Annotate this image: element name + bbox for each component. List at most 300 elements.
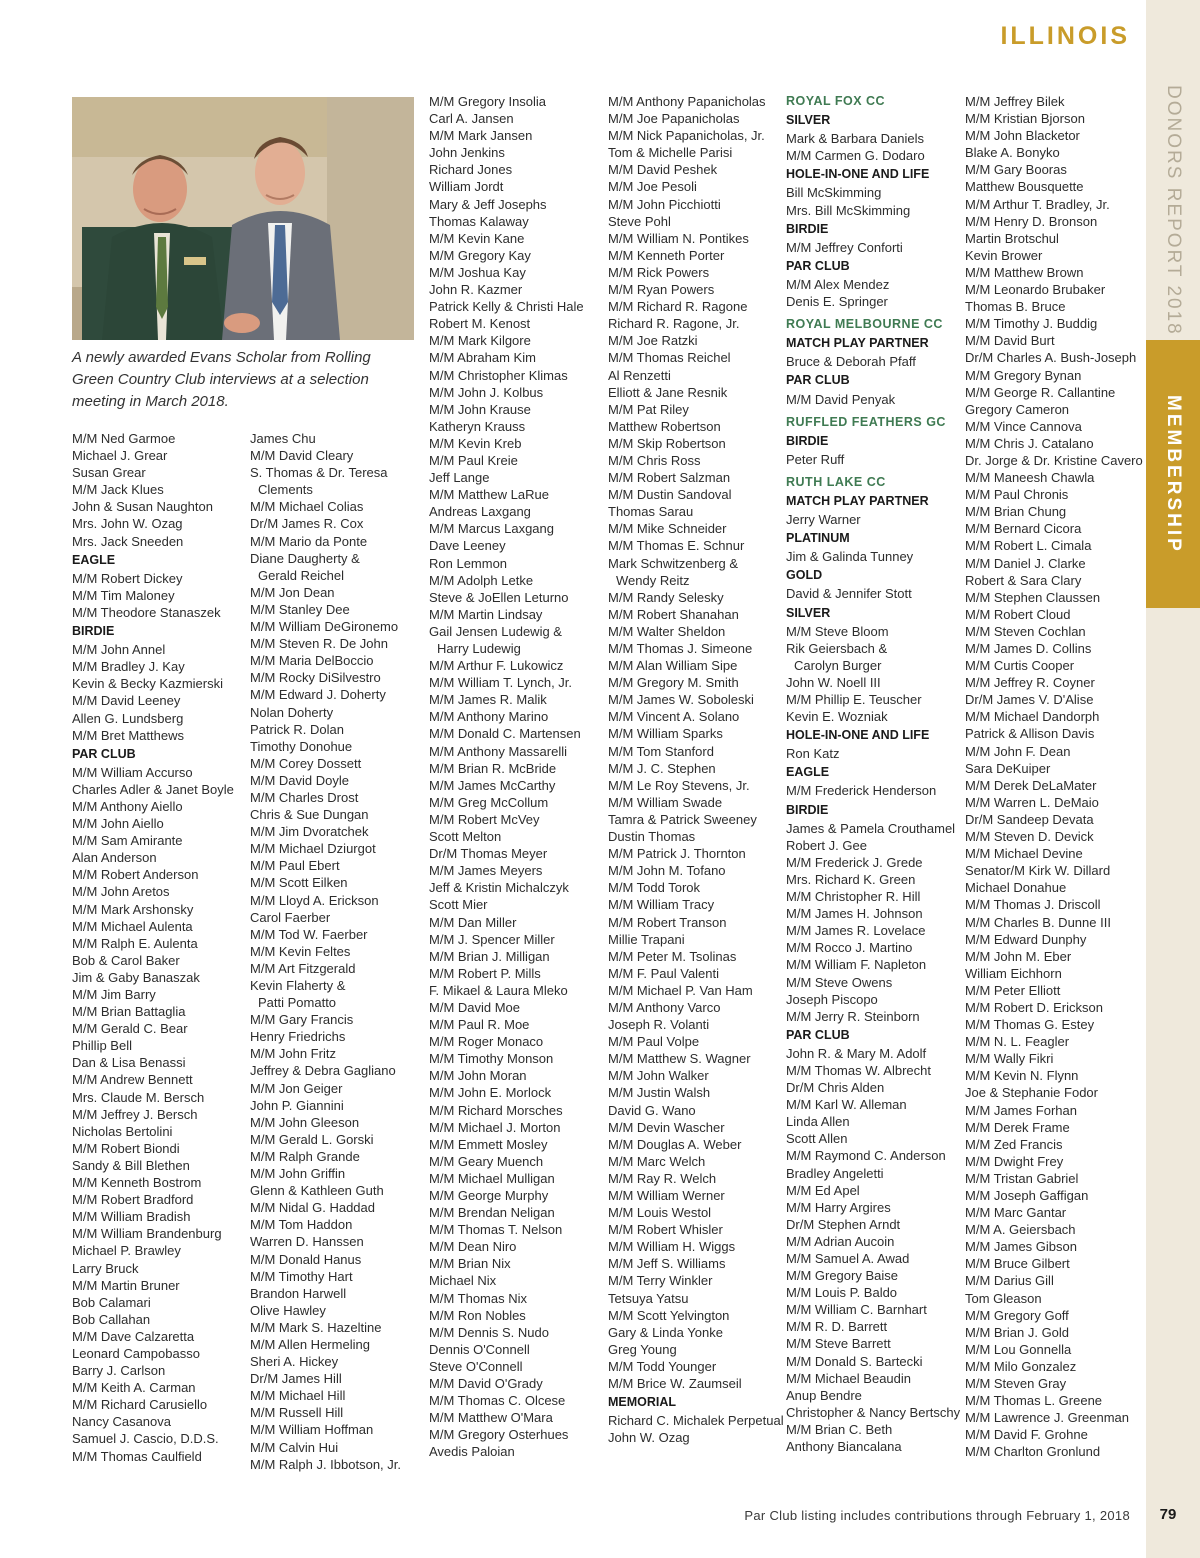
donor-name: M/M John Walker	[608, 1068, 709, 1084]
donor-name: David & Jennifer Stott	[786, 586, 912, 602]
donor-name: M/M Tim Maloney	[72, 587, 175, 603]
donor-name: M/M Charles B. Dunne III	[965, 914, 1111, 930]
donor-name: M/M Louis P. Baldo	[786, 1285, 898, 1301]
donor-name: M/M Keith A. Carman	[72, 1380, 196, 1396]
donor-name: Robert M. Kenost	[429, 316, 531, 332]
donor-name: M/M Ralph E. Aulenta	[72, 935, 198, 951]
level-heading: BIRDIE	[786, 802, 829, 817]
donor-name-continued: Harry Ludewig	[437, 641, 521, 656]
donor-name: Joseph R. Volanti	[608, 1017, 710, 1033]
donor-name: M/M Robert Dickey	[72, 570, 183, 586]
donor-name: M/M James McCarthy	[429, 777, 556, 793]
donor-name: M/M Jack Klues	[72, 482, 164, 498]
donor-name: Dr/M Charles A. Bush-Joseph	[965, 350, 1137, 366]
section-tab[interactable]	[1146, 340, 1200, 608]
donor-column-5	[786, 93, 961, 1455]
donor-name: Dr/M James V. D'Alise	[965, 692, 1094, 708]
donor-name: M/M Emmett Mosley	[429, 1136, 548, 1152]
donor-name: M/M Warren L. DeMaio	[965, 794, 1099, 810]
donor-name: M/M Donald S. Bartecki	[786, 1353, 923, 1369]
donor-name: Richard Jones	[429, 162, 513, 178]
donor-name: Nancy Casanova	[72, 1414, 171, 1430]
donor-name: M/M David Penyak	[786, 391, 896, 407]
donor-name: M/M Thomas E. Schnur	[608, 538, 745, 554]
donor-name: Carol Faerber	[250, 909, 331, 925]
section-tab-label: MEMBERSHIP	[1163, 394, 1184, 554]
level-heading: PAR CLUB	[786, 1027, 850, 1042]
donor-name: M/M Richard Carusiello	[72, 1397, 208, 1413]
donor-name: M/M Justin Walsh	[608, 1085, 711, 1101]
donor-name: Olive Hawley	[250, 1302, 326, 1318]
donor-name: M/M Adolph Letke	[429, 572, 534, 588]
donor-name: M/M Joshua Kay	[429, 264, 526, 280]
donor-name: M/M Brian J. Gold	[965, 1324, 1070, 1340]
donor-name: Kevin E. Wozniak	[786, 709, 888, 725]
donor-name: Dr/M Sandeep Devata	[965, 811, 1094, 827]
donor-name: Gail Jensen Ludewig &	[429, 623, 562, 639]
donor-name: M/M Scott Yelvington	[608, 1307, 730, 1323]
club-heading: ROYAL FOX CC	[786, 94, 886, 108]
level-heading: HOLE-IN-ONE AND LIFE	[786, 728, 930, 743]
donor-name: M/M Le Roy Stevens, Jr.	[608, 777, 750, 793]
donor-column-3	[429, 93, 604, 1461]
donor-name: M/M Donald C. Martensen	[429, 726, 581, 742]
donor-name: M/M Marc Welch	[608, 1153, 706, 1169]
donor-name: M/M Mark Kilgore	[429, 333, 531, 349]
donor-name: M/M Chris Ross	[608, 452, 701, 468]
donor-name: Glenn & Kathleen Guth	[250, 1183, 384, 1199]
donor-name: M/M Frederick J. Grede	[786, 854, 923, 870]
donor-name: M/M Gregory M. Smith	[608, 675, 739, 691]
donor-name: Gary & Linda Yonke	[608, 1324, 723, 1340]
donor-name-continued: Gerald Reichel	[258, 567, 344, 583]
donor-name: M/M David Leeney	[72, 693, 181, 709]
donor-name: Henry Friedrichs	[250, 1029, 346, 1045]
donor-name: M/M William Bradish	[72, 1209, 191, 1225]
donor-name: Dr/M James Hill	[250, 1371, 342, 1387]
level-heading: BIRDIE	[72, 624, 115, 639]
donor-name: M/M Russell Hill	[250, 1405, 344, 1421]
donor-name: Martin Brotschul	[965, 230, 1059, 246]
donor-name: M/M Timothy Hart	[250, 1268, 353, 1284]
donor-name: Mark & Barbara Daniels	[786, 131, 924, 147]
donor-name: M/M Ron Nobles	[429, 1307, 526, 1323]
donor-name: M/M Terry Winkler	[608, 1273, 713, 1289]
donor-name: Michael Donahue	[965, 880, 1067, 896]
donor-name: M/M Thomas L. Greene	[965, 1393, 1103, 1409]
donor-name: M/M Robert Biondi	[72, 1140, 180, 1156]
donor-name: M/M Gregory Bynan	[965, 367, 1082, 383]
donor-name: M/M Rick Powers	[608, 264, 710, 280]
donor-name: M/M Mike Schneider	[608, 521, 727, 537]
donor-name: Kevin Flaherty &	[250, 978, 346, 993]
level-heading: MATCH PLAY PARTNER	[786, 336, 929, 351]
donor-name: Nolan Doherty	[250, 704, 334, 720]
donor-name: Denis E. Springer	[786, 294, 888, 310]
donor-name: M/M Zed Francis	[965, 1136, 1063, 1152]
donor-name: Brandon Harwell	[250, 1285, 347, 1301]
donor-name: M/M Jim Barry	[72, 987, 156, 1002]
donor-name: M/M Matthew S. Wagner	[608, 1051, 751, 1067]
donor-name: Richard R. Ragone, Jr.	[608, 316, 740, 332]
donor-name: M/M J. C. Stephen	[608, 760, 716, 776]
donor-name: M/M Christopher R. Hill	[786, 889, 921, 905]
donor-name: Patrick Kelly & Christi Hale	[429, 299, 584, 315]
donor-name: Bob & Carol Baker	[72, 952, 180, 968]
donor-name: Samuel J. Cascio, D.D.S.	[72, 1431, 219, 1447]
donor-name: M/M John M. Eber	[965, 948, 1072, 964]
donor-name: Leonard Campobasso	[72, 1345, 200, 1361]
donor-name: M/M David Burt	[965, 333, 1055, 349]
donor-name: M/M Anthony Papanicholas	[608, 94, 766, 109]
donor-name: M/M Anthony Aiello	[72, 798, 183, 814]
donor-name: Elliott & Jane Resnik	[608, 384, 728, 400]
donor-name: M/M John Aiello	[72, 816, 164, 832]
donor-name: Jeff & Kristin Michalczyk	[429, 880, 569, 896]
donor-name: M/M Kevin Feltes	[250, 943, 351, 959]
level-heading: SILVER	[786, 605, 831, 620]
donor-name: M/M Patrick J. Thornton	[608, 846, 746, 862]
donor-name: Mary & Jeff Josephs	[429, 196, 547, 212]
donor-name: Patrick & Allison Davis	[965, 726, 1095, 742]
donor-name: M/M William Brandenburg	[72, 1226, 222, 1242]
donor-name: Mrs. John W. Ozag	[72, 516, 183, 532]
donor-name: M/M Richard Morsches	[429, 1102, 563, 1118]
donor-name: M/M Gregory Osterhues	[429, 1427, 569, 1443]
level-heading: BIRDIE	[786, 221, 829, 236]
donor-column-6	[965, 93, 1143, 1461]
donor-name: M/M Ryan Powers	[608, 282, 715, 298]
donor-name: M/M David F. Grohne	[965, 1427, 1088, 1443]
photo-caption: A newly awarded Evans Scholar from Rolling Green Country Club interviews at a selection meeting in March 2018.	[72, 349, 371, 410]
donor-name: M/M Donald Hanus	[250, 1251, 362, 1267]
donor-name: M/M Thomas Caulfield	[72, 1448, 202, 1464]
donor-name: M/M Scott Eilken	[250, 875, 348, 891]
donor-name: M/M Vince Cannova	[965, 418, 1082, 434]
donor-name: M/M Alan William Sipe	[608, 658, 738, 674]
donor-name: Jim & Gaby Banaszak	[72, 969, 200, 985]
donor-name: M/M Maria DelBoccio	[250, 653, 374, 669]
donor-name: M/M Raymond C. Anderson	[786, 1148, 946, 1164]
donor-name: Dan & Lisa Benassi	[72, 1055, 186, 1071]
donor-name: M/M Darius Gill	[965, 1273, 1054, 1289]
donor-name: Ron Lemmon	[429, 555, 508, 571]
donor-name: Al Renzetti	[608, 367, 671, 383]
donor-name: M/M Gary Francis	[250, 1012, 354, 1028]
donor-name: M/M Gerald L. Gorski	[250, 1131, 374, 1147]
donor-name: M/M Thomas J. Simeone	[608, 641, 753, 656]
donor-name: Anthony Biancalana	[786, 1439, 902, 1455]
donor-name: M/M David Doyle	[250, 772, 349, 788]
donor-column-2	[250, 430, 425, 1473]
page-number: 79	[1159, 1506, 1177, 1523]
donor-name: Steve & JoEllen Leturno	[429, 589, 569, 605]
donor-name: M/M F. Paul Valenti	[608, 965, 720, 981]
donor-name: M/M Walter Sheldon	[608, 623, 726, 639]
donor-name: Avedis Paloian	[429, 1444, 515, 1460]
donor-name: M/M Mario da Ponte	[250, 533, 368, 549]
donor-name: M/M Thomas C. Olcese	[429, 1393, 566, 1409]
donor-name: M/M Daniel J. Clarke	[965, 555, 1086, 571]
donor-name: Bill McSkimming	[786, 185, 882, 201]
donor-name: M/M Paul Kreie	[429, 452, 518, 468]
donor-name: Tom Gleason	[965, 1290, 1042, 1306]
donor-name: Larry Bruck	[72, 1260, 139, 1276]
donor-name: James Chu	[250, 431, 316, 446]
donor-name: M/M Louis Westol	[608, 1205, 712, 1221]
donor-name: M/M Randy Selesky	[608, 589, 724, 605]
donor-name: Anup Bendre	[786, 1387, 862, 1403]
donor-name: Joseph Piscopo	[786, 991, 878, 1007]
donor-name: M/M John F. Dean	[965, 743, 1071, 759]
donor-name: M/M Joe Ratzki	[608, 333, 698, 349]
donor-name: M/M Thomas T. Nelson	[429, 1222, 563, 1238]
donor-name: M/M Steven Gray	[965, 1376, 1067, 1392]
level-heading: EAGLE	[72, 552, 116, 567]
donor-name: M/M Art Fitzgerald	[250, 960, 356, 976]
donor-name: M/M Anthony Varco	[608, 999, 721, 1015]
donor-name: M/M Michael Devine	[965, 846, 1083, 862]
donor-name: James & Pamela Crouthamel	[786, 820, 956, 836]
donor-name: M/M Gregory Insolia	[429, 94, 547, 109]
donor-name: M/M Jon Geiger	[250, 1080, 343, 1096]
donor-name: M/M John M. Tofano	[608, 863, 726, 879]
donor-name: M/M William N. Pontikes	[608, 230, 749, 246]
state-title: ILLINOIS	[1000, 22, 1130, 50]
donor-name: M/M David Moe	[429, 999, 521, 1015]
donor-name: M/M Tod W. Faerber	[250, 926, 368, 942]
level-heading: GOLD	[786, 568, 823, 583]
donor-name: M/M Curtis Cooper	[965, 658, 1075, 674]
donor-name: Mrs. Jack Sneeden	[72, 533, 184, 549]
donor-name-continued: Carolyn Burger	[794, 657, 882, 673]
donor-name: M/M William Accurso	[72, 764, 193, 780]
donor-name: M/M William Hoffman	[250, 1422, 374, 1438]
donor-name: M/M Edward Dunphy	[965, 931, 1087, 947]
donor-name: M/M Steve Bloom	[786, 623, 889, 639]
donor-name: Matthew Robertson	[608, 418, 721, 434]
donor-name: M/M Ralph J. Ibbotson, Jr.	[250, 1456, 402, 1472]
club-heading: RUTH LAKE CC	[786, 474, 886, 489]
donor-name: M/M Robert Whisler	[608, 1222, 723, 1238]
donor-name: Timothy Donohue	[250, 738, 353, 754]
donor-name: M/M Brian Nix	[429, 1256, 511, 1272]
donor-name: M/M Pat Riley	[608, 401, 689, 417]
donor-name: Bradley Angeletti	[786, 1165, 884, 1181]
donor-name: M/M Nick Papanicholas, Jr.	[608, 128, 765, 144]
donor-name: M/M James D. Collins	[965, 641, 1092, 656]
donor-name: M/M John E. Morlock	[429, 1085, 552, 1101]
donor-name: M/M John Fritz	[250, 1046, 336, 1062]
donor-name: Barry J. Carlson	[72, 1363, 166, 1379]
donor-name: Richard C. Michalek Perpetual	[608, 1413, 784, 1429]
donor-name: M/M Peter M. Tsolinas	[608, 948, 737, 964]
donor-name: M/M John J. Kolbus	[429, 384, 544, 400]
donor-name: M/M Thomas G. Estey	[965, 1017, 1095, 1033]
donor-name: Nicholas Bertolini	[72, 1123, 173, 1139]
donor-name: Ron Katz	[786, 746, 840, 762]
donor-name: M/M Arthur F. Lukowicz	[429, 658, 564, 674]
donor-name: M/M Mark Jansen	[429, 128, 533, 144]
donor-name: M/M Matthew Brown	[965, 264, 1084, 280]
donor-name: M/M James Meyers	[429, 863, 543, 879]
donor-name: Jeff Lange	[429, 470, 490, 486]
donor-name: M/M Gregory Kay	[429, 247, 531, 263]
donor-name: M/M Michael Hill	[250, 1388, 346, 1404]
club-heading: RUFFLED FEATHERS GC	[786, 414, 946, 429]
donor-name: M/M Nidal G. Haddad	[250, 1200, 375, 1216]
donor-column-4	[608, 93, 783, 1446]
donor-name: M/M Jeffrey R. Coyner	[965, 675, 1095, 691]
donor-name: M/M Samuel A. Awad	[786, 1251, 910, 1266]
level-heading: MATCH PLAY PARTNER	[786, 493, 929, 508]
donor-name: Katheryn Krauss	[429, 418, 526, 434]
level-heading: PAR CLUB	[786, 373, 850, 388]
donor-name: Michael J. Grear	[72, 448, 168, 464]
donor-name: M/M Jeffrey Bilek	[965, 94, 1065, 109]
donor-name: M/M Martin Lindsay	[429, 606, 543, 622]
donor-name: Thomas Sarau	[608, 504, 694, 520]
donor-name: John & Susan Naughton	[72, 499, 213, 515]
donor-name: Jerry Warner	[786, 512, 861, 528]
donor-name: M/M Matthew O'Mara	[429, 1410, 553, 1426]
donor-name: M/M Lou Gonnella	[965, 1341, 1072, 1357]
donor-name: Sandy & Bill Blethen	[72, 1157, 190, 1173]
donor-name: Mrs. Bill McSkimming	[786, 202, 911, 218]
donor-name: M/M Gregory Baise	[786, 1268, 898, 1284]
donor-name: M/M Tom Haddon	[250, 1217, 353, 1233]
donor-name: M/M William Sparks	[608, 726, 723, 742]
donor-name: M/M Joe Papanicholas	[608, 111, 740, 127]
donor-name: M/M Skip Robertson	[608, 435, 726, 451]
donor-name: Senator/M Kirk W. Dillard	[965, 863, 1111, 879]
donor-name: M/M Todd Younger	[608, 1358, 717, 1374]
club-heading: ROYAL MELBOURNE CC	[786, 317, 943, 332]
donor-name: M/M Jerry R. Steinborn	[786, 1008, 920, 1024]
donor-name: M/M Marcus Laxgang	[429, 521, 554, 537]
donor-name: M/M John Blacketor	[965, 128, 1080, 144]
donor-name: M/M Frederick Henderson	[786, 783, 937, 799]
donor-name: M/M Arthur T. Bradley, Jr.	[965, 196, 1110, 212]
donor-name: M/M N. L. Feagler	[965, 1034, 1070, 1050]
donor-name: M/M Greg McCollum	[429, 794, 549, 810]
donor-name: Phillip Bell	[72, 1038, 132, 1054]
donor-name: Greg Young	[608, 1341, 677, 1357]
donor-name: Andreas Laxgang	[429, 504, 531, 520]
donor-name: M/M Dan Miller	[429, 914, 517, 930]
donor-name: M/M Dennis S. Nudo	[429, 1324, 549, 1340]
donor-name: Tetsuya Yatsu	[608, 1290, 689, 1306]
donor-name: M/M William Swade	[608, 794, 723, 810]
donor-name: M/M Paul Volpe	[608, 1034, 700, 1050]
donor-name: M/M Martin Bruner	[72, 1277, 180, 1293]
donor-name: M/M Joseph Gaffigan	[965, 1188, 1089, 1203]
donor-name: M/M Jeffrey Conforti	[786, 239, 903, 255]
donor-name: M/M Robert Transon	[608, 914, 727, 930]
donor-name: M/M Maneesh Chawla	[965, 470, 1095, 486]
donor-name: Joe & Stephanie Fodor	[965, 1085, 1098, 1101]
donor-name: M/M Chris J. Catalano	[965, 435, 1094, 451]
donor-name: M/M Peter Elliott	[965, 982, 1061, 998]
donor-name: M/M Karl W. Alleman	[786, 1097, 907, 1113]
donor-name: M/M James R. Malik	[429, 692, 547, 708]
donor-name: Dr/M Stephen Arndt	[786, 1216, 901, 1232]
donor-name: John R. & Mary M. Adolf	[786, 1045, 927, 1061]
donor-name: Scott Allen	[786, 1131, 848, 1147]
donor-name: Matthew Bousquette	[965, 179, 1084, 195]
donor-name: Dr/M Thomas Meyer	[429, 846, 548, 862]
donor-name: M/M William T. Lynch, Jr.	[429, 675, 573, 691]
donor-name: Alan Anderson	[72, 850, 157, 866]
donor-name: M/M Geary Muench	[429, 1153, 544, 1169]
donor-name: M/M Dave Calzaretta	[72, 1328, 195, 1344]
donor-name: M/M Gerald C. Bear	[72, 1021, 188, 1037]
donor-name: M/M Robert McVey	[429, 811, 540, 827]
donor-name: M/M William Tracy	[608, 897, 715, 913]
donor-name: M/M Kevin Kane	[429, 230, 525, 246]
side-report-label: DONORS REPORT 2018	[1163, 84, 1184, 336]
donor-column-1	[72, 430, 247, 1465]
donor-name: M/M Douglas A. Weber	[608, 1136, 742, 1152]
donor-name: M/M Timothy Monson	[429, 1051, 554, 1067]
donor-name: Carl A. Jansen	[429, 111, 514, 127]
donor-name: M/M Jim Dvoratchek	[250, 824, 369, 840]
donor-name: John W. Ozag	[608, 1430, 690, 1446]
donor-name: M/M Brice W. Zaumseil	[608, 1376, 742, 1392]
donor-name: M/M Kevin N. Flynn	[965, 1068, 1079, 1084]
donor-name-continued: Wendy Reitz	[616, 572, 690, 588]
donor-name: Mark Schwitzenberg &	[608, 555, 739, 571]
donor-name: Dr. Jorge & Dr. Kristine Cavero	[965, 452, 1143, 468]
donor-name: Michael P. Brawley	[72, 1243, 181, 1259]
donor-name: M/M Gary Booras	[965, 162, 1067, 178]
donor-name: M/M Rocky DiSilvestro	[250, 670, 381, 686]
donor-name: M/M Marc Gantar	[965, 1205, 1067, 1221]
donor-name: M/M Leonardo Brubaker	[965, 282, 1106, 298]
donor-name: M/M Robert Anderson	[72, 867, 199, 883]
level-heading: MEMORIAL	[608, 1395, 677, 1410]
donor-name: M/M John Picchiotti	[608, 196, 721, 212]
donor-name: Michael Nix	[429, 1273, 497, 1289]
donor-name: M/M Paul Ebert	[250, 858, 340, 874]
donor-name: M/M Robert L. Cimala	[965, 538, 1092, 554]
donor-name: M/M Anthony Marino	[429, 709, 549, 725]
donor-name: M/M Michael Beaudin	[786, 1370, 911, 1386]
donor-name: M/M R. D. Barrett	[786, 1319, 888, 1335]
donor-name: M/M Kristian Bjorson	[965, 111, 1085, 127]
donor-name: M/M Steve Owens	[786, 974, 893, 990]
donor-name: Warren D. Hanssen	[250, 1234, 364, 1250]
donor-name: M/M William DeGironemo	[250, 619, 399, 635]
donor-name: M/M John Aretos	[72, 884, 170, 900]
level-heading: EAGLE	[786, 765, 830, 780]
donor-name: M/M Bret Matthews	[72, 727, 184, 743]
donor-name: M/M Gregory Goff	[965, 1307, 1069, 1323]
donor-name: M/M Bernard Cicora	[965, 521, 1082, 537]
donor-name: M/M Brian C. Beth	[786, 1421, 893, 1437]
donor-name: M/M Steven R. De John	[250, 636, 388, 652]
donor-name: M/M Matthew LaRue	[429, 487, 549, 503]
donor-name: M/M William C. Barnhart	[786, 1302, 927, 1318]
donor-name: M/M Steve Barrett	[786, 1336, 891, 1352]
donor-name: M/M Joe Pesoli	[608, 179, 697, 195]
donor-name: Allen G. Lundsberg	[72, 710, 184, 726]
level-heading: PAR CLUB	[72, 746, 136, 761]
donor-name: M/M Michael Dziurgot	[250, 841, 376, 857]
donor-name: M/M Thomas Reichel	[608, 350, 731, 366]
donor-name: M/M James Forhan	[965, 1102, 1077, 1118]
donor-name: M/M J. Spencer Miller	[429, 931, 555, 947]
